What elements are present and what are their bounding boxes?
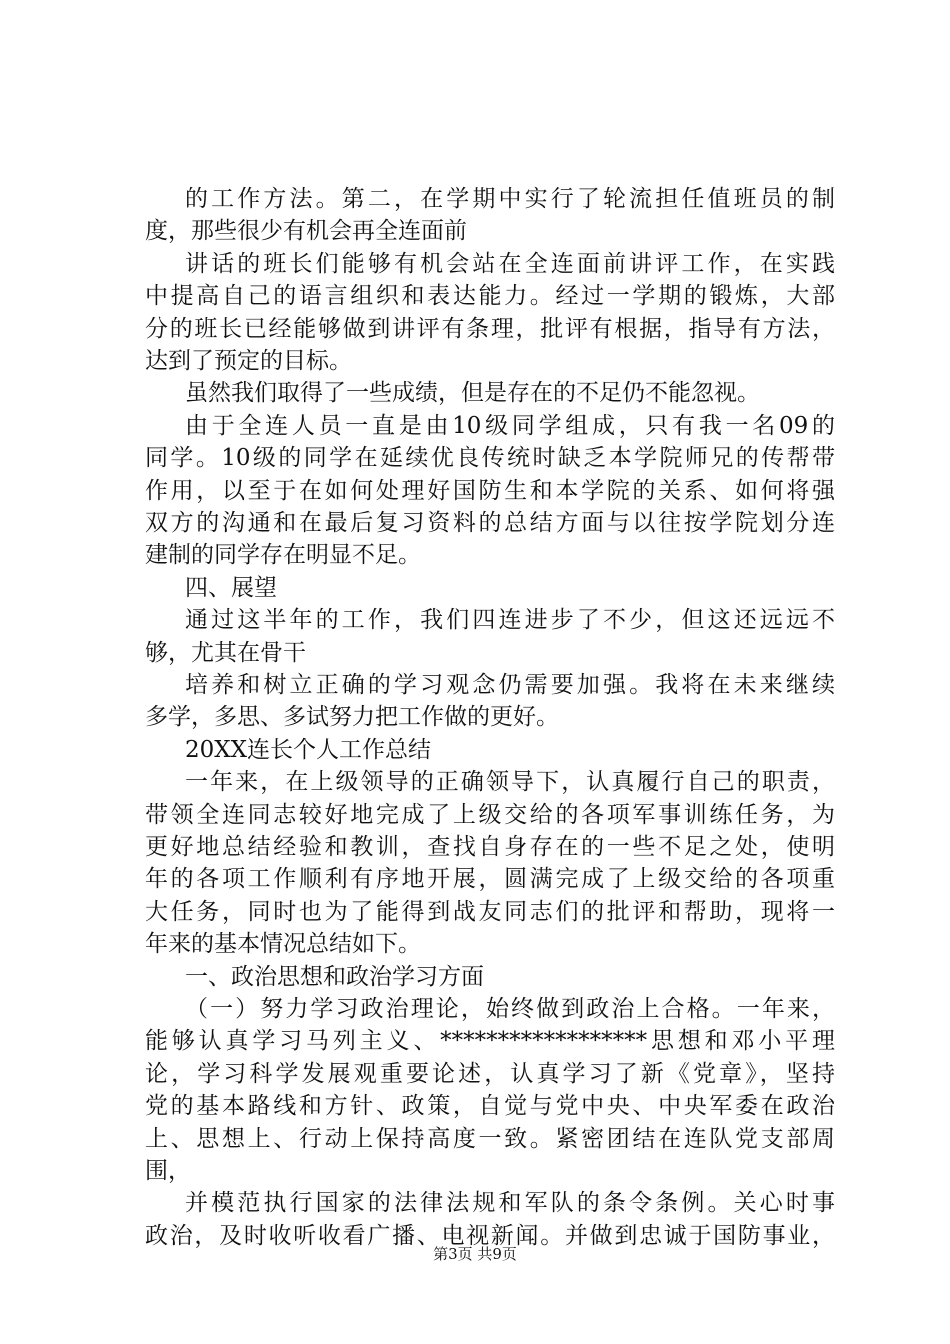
text-line: 一年来，在上级领导的正确领导下，认真履行自己的职责， — [185, 769, 835, 796]
text-line: 讲话的班长们能够有机会站在全连面前讲评工作，在实践 — [185, 250, 835, 277]
text-line: 的工作方法。第二，在学期中实行了轮流担任值班员的制 — [185, 186, 835, 212]
page-footer: 第3页 共9页 — [433, 1245, 517, 1263]
text-line: 培养和树立正确的学习观念仍需要加强。我将在未来继续 — [185, 672, 835, 698]
text-line: 作用，以至于在如何处理好国防生和本学院的关系、如何将强 — [145, 477, 835, 504]
text-line: 通过这半年的工作，我们四连进步了不少，但这还远远不 — [185, 607, 835, 634]
text-line: 能够认真学习马列主义、******************思想和邓小平理 — [145, 1028, 835, 1055]
text-line: 四、展望 — [185, 574, 277, 601]
text-line: 带领全连同志较好地完成了上级交给的各项军事训练任务，为 — [145, 801, 835, 828]
text-line: 虽然我们取得了一些成绩，但是存在的不足仍不能忽视。 — [185, 380, 760, 407]
text-line: 建制的同学存在明显不足。 — [145, 542, 421, 569]
text-line: 同学。10级的同学在延续优良传统时缺乏本学院师兄的传帮带 — [145, 445, 835, 472]
text-line: 围， — [145, 1158, 191, 1184]
text-line: 双方的沟通和在最后复习资料的总结方面与以往按学院划分连 — [145, 510, 835, 536]
text-line: 论，学习科学发展观重要论述，认真学习了新《党章》，坚持 — [145, 1060, 835, 1087]
text-line: 年来的基本情况总结如下。 — [145, 931, 421, 958]
text-line: （一）努力学习政治理论，始终做到政治上合格。一年来， — [185, 996, 835, 1022]
text-line: 由于全连人员一直是由10级同学组成，只有我一名09的 — [185, 412, 835, 439]
text-line: 中提高自己的语言组织和表达能力。经过一学期的锻炼，大部 — [145, 283, 835, 310]
text-line: 年的各项工作顺利有序地开展，圆满完成了上级交给的各项重 — [145, 866, 835, 893]
text-line: 度，那些很少有机会再全连面前 — [145, 218, 467, 245]
text-line: 够，尤其在骨干 — [145, 639, 306, 666]
text-line: 多学，多思、多试努力把工作做的更好。 — [145, 704, 559, 731]
text-line: 党的基本路线和方针、政策，自觉与党中央、中央军委在政治 — [145, 1093, 835, 1120]
text-line: 并模范执行国家的法律法规和军队的条令条例。关心时事 — [185, 1190, 835, 1217]
text-line: 上、思想上、行动上保持高度一致。紧密团结在连队党支部周 — [145, 1125, 835, 1152]
text-line: 更好地总结经验和教训，查找自身存在的一些不足之处，使明 — [145, 834, 835, 860]
text-line: 20XX连长个人工作总结 — [185, 736, 432, 763]
text-line: 一、政治思想和政治学习方面 — [185, 963, 484, 990]
text-line: 大任务，同时也为了能得到战友同志们的批评和帮助，现将一 — [145, 898, 835, 925]
text-line: 分的班长已经能够做到讲评有条理，批评有根据，指导有方法， — [145, 315, 835, 342]
text-line: 政治，及时收听收看广播、电视新闻。并做到忠诚于国防事业， — [145, 1222, 835, 1249]
text-line: 达到了预定的目标。 — [145, 348, 352, 374]
